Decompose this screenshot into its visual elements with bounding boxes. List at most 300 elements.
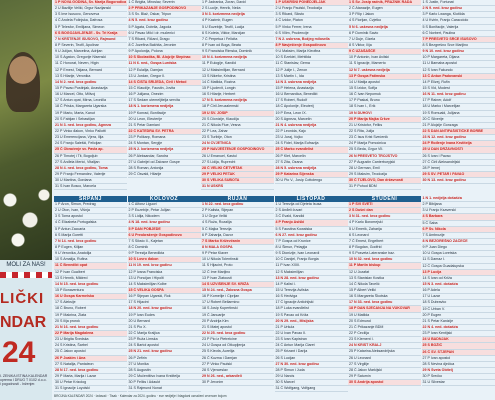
day-entry: 7 S Marko Križevčanin: [201, 239, 274, 245]
day-entry: 11 Č Honorat, Neven, Higin: [54, 61, 127, 67]
day-entry: 9 S Posveta Lateranske baz.: [348, 251, 421, 257]
day-entry: 19 P Konrad, Bonifacije: [128, 111, 201, 117]
day-entry: 16 P Stjepan Ugarski, Rok: [128, 294, 201, 300]
day-entry: 12 Č Gospa Guadalupska: [422, 264, 495, 270]
day-entry: 22 N 25. ned. kroz godinu: [201, 331, 274, 337]
cover-caption: MOLI ZA NAS!: [6, 262, 46, 268]
publisher-info: [0, 374, 52, 387]
day-entry: 20 S Ilija prorok: [54, 319, 127, 325]
month-block: [348, 0, 421, 190]
day-entry: 30 Č TIJELOVO, Dan državnosti: [348, 178, 421, 184]
day-entry: 15 S Izidor, Sofija: [348, 86, 421, 92]
day-entry: 8 P Navještenje Gospodinovo: [275, 43, 348, 49]
day-entry: 5 Č Saba: [422, 221, 495, 227]
day-entry: 15 Č Klaudije, Faustin, Jovita: [128, 86, 201, 92]
day-entry: 7 S Rikard, Ričard, Drago: [128, 37, 201, 43]
day-entry: 22 S Rita, Julija: [348, 129, 421, 135]
day-entry: 9 P Terezija Benedikta: [128, 251, 201, 257]
day-entry: 7 S Ambrozije: [422, 233, 495, 239]
day-entry: 1 Č Alfonz Liguori: [128, 202, 201, 208]
day-entry: 24 S Franjo Saleški, Felicijan: [54, 141, 127, 147]
day-entry: 18 P DAN SJEĆANJA NA VUKOVAR: [348, 306, 421, 312]
day-entry: 3 P Filip i Jakov: [348, 12, 421, 18]
day-entry: 1 P Aron, Šimun, Predrag: [54, 202, 127, 208]
day-entry: 31 Č Wolfgang, Volfgang: [275, 386, 348, 392]
day-entry: 26 U Emanuel, Kastul: [201, 154, 274, 160]
day-entry: 16 S Margareta Škotska: [348, 294, 421, 300]
day-entry: 10 S Skolastika, Bl. Alojzije Stepinac: [128, 55, 201, 61]
day-entry: 15 P Ljudevit, Longin: [201, 86, 274, 92]
day-entry: 12 N 7. uskrsna nedjelja: [348, 68, 421, 74]
day-entry: 27 P Augustin Canterburyjski: [348, 160, 421, 166]
day-entry: 13 N 28. ned. kroz godinu: [275, 276, 348, 282]
day-entry: 28 N 5. uskrsna nedjelja: [275, 166, 348, 172]
day-entry: 19 U Matilda: [348, 313, 421, 319]
day-entry: 8 N MALA GOSPA: [201, 245, 274, 251]
day-entry: 14 Č Nikola Tavelić: [348, 282, 421, 288]
month-block: [54, 196, 127, 392]
day-entry: 30 S Andrija apostol: [348, 380, 421, 386]
day-list: [54, 0, 127, 190]
day-list: [422, 0, 495, 184]
day-entry: 22 P Lea, Zahar: [201, 129, 274, 135]
day-entry: 18 S Josip Kupertinski: [201, 306, 274, 312]
day-entry: 4 P Franjo Asiški: [275, 220, 348, 226]
day-entry: 21 Č Nikola Flue, Vesna: [201, 123, 274, 129]
day-entry: 13 P Ivan Zlatousti: [201, 276, 274, 282]
day-entry: 1 S Justin, Fortunat: [422, 0, 495, 6]
day-entry: 13 S Stanislav Kostka: [348, 276, 421, 282]
day-entry: 26 P Klet, Marcelin: [275, 154, 348, 160]
day-entry: 22 P Vinko đakon, Vinko Pallotti: [54, 129, 127, 135]
day-entry: 23 U Brigita Švedska: [54, 337, 127, 343]
day-entry: 27 N 30. ned. kroz godinu: [275, 362, 348, 368]
day-entry: 13 S Henrik, Mildred: [54, 276, 127, 282]
day-entry: 30 U Pio V., Josip Cottolengo: [275, 178, 348, 184]
day-entry: 11 S Hijacint, Proto: [201, 263, 274, 269]
day-entry: 10 P Antonin, Ivan Avilski: [348, 55, 421, 61]
day-entry: 30 N 13. ned. kroz godinu: [422, 178, 495, 184]
day-entry: 4 N 18. ned. kroz godinu: [128, 220, 201, 226]
day-entry: 10 Č Danijel, Franjo Borgia: [275, 257, 348, 263]
day-entry: 25 U DAN DRŽAVNOSTI: [422, 147, 495, 153]
footer-note: BROJNA KALENDAR 2024 · Izdavač · Tisak · Kalendar za 2024. godinu · sve nedjelje i blagdani označeni crvenom bojom: [54, 394, 227, 398]
day-entry: 11 S Damaz I.: [422, 257, 495, 263]
day-entry: 26 Č SV. STJEPAN: [422, 350, 495, 356]
day-entry: 16 P Adela: [422, 288, 495, 294]
day-entry: 8 P Ivan od Boga, Beata: [201, 43, 274, 49]
day-entry: 2 U Franjo Paulski, Teodozija: [275, 6, 348, 12]
day-entry: 11 P Martin biskup: [348, 263, 421, 269]
day-entry: 16 S Hilarije, Herbert: [201, 92, 274, 98]
day-entry: 2 P PRIKAZANJE GOSPODINOVO: [128, 6, 201, 12]
day-entry: 14 N 15. ned. kroz godinu: [54, 282, 127, 288]
day-list: [54, 202, 127, 392]
day-entry: 3 S Toma apostol: [54, 214, 127, 220]
day-entry: 13 U Poncijan i Hipolit: [128, 276, 201, 282]
publisher-line: oprema I DRUG T 0102 d.o.o.: [0, 378, 47, 383]
day-entry: 20 P Eugen: [422, 313, 495, 319]
day-entry: 23 P Polikarp, Romana: [128, 135, 201, 141]
day-entry: 3 U Grgur Veliki: [201, 214, 274, 220]
day-entry: 17 S Antun opat, Mirna, Leonilla: [54, 98, 127, 104]
day-entry: 25 S Kleofa, Aurelija: [201, 349, 274, 355]
day-entry: 21 N 4. uskrsna nedjelja: [275, 123, 348, 129]
day-entry: 25 P Krizant i Darija: [275, 349, 348, 355]
day-entry: 17 U Robert Bellarmino: [201, 300, 274, 306]
checkered-stripe: [0, 272, 52, 278]
day-entry: 9 P Apolonija, Polona: [128, 49, 201, 55]
day-entry: 18 Č Bruno, Robert: [54, 306, 127, 312]
day-entry: 31 S Rajmund Nonat: [128, 386, 201, 392]
day-entry: 19 P Makrina, Zlata: [54, 313, 127, 319]
day-entry: 27 Č Ćiril Aleksandrijski: [422, 160, 495, 166]
day-entry: 17 P Rainer, Adolf: [422, 98, 495, 104]
day-entry: 24 S Montan, Sergije: [128, 141, 201, 147]
day-entry: 18 Č Priska, Margareta Ugarska: [54, 104, 127, 110]
day-entry: 7 N 14. ned. kroz godinu: [54, 239, 127, 245]
day-entry: 6 P Dominik Savio: [348, 31, 421, 37]
day-list: [128, 0, 201, 178]
day-entry: 29 N 26. ned., arkanđeli: [201, 374, 274, 380]
day-entry: 23 P Ruža Limska: [128, 337, 201, 343]
day-entry: 2 S Lucije, Henrik, Neža: [201, 6, 274, 12]
day-entry: 24 N CVJETNICA: [201, 141, 274, 147]
day-entry: 5 P DAN POBJEDE: [128, 227, 201, 233]
day-entry: 30 S VELIKA SUBOTA: [201, 178, 274, 184]
day-entry: 17 S Sedam utemeljitelja servita: [128, 98, 201, 104]
day-entry: 12 P Eulalija, Damjan: [128, 68, 201, 74]
day-entry: 17 Č Ignacije Antiohijski: [275, 300, 348, 306]
day-entry: 20 P Marija Majka Crkve: [348, 117, 421, 123]
day-entry: 14 U Matija apostol: [348, 80, 421, 86]
day-entry: 22 U Ivan Pavao II.: [275, 331, 348, 337]
day-entry: 28 S Roman, Antonija: [128, 166, 201, 172]
day-entry: 24 U BADNJAK: [422, 337, 495, 343]
day-entry: 1 P Jadranka, Zoran, David: [201, 0, 274, 6]
day-entry: 6 S Vilim, Prudencije: [275, 31, 348, 37]
calendar-year: 24: [2, 336, 36, 369]
month-block: [201, 196, 274, 386]
day-entry: 3 Č Evald, Kandid: [275, 214, 348, 220]
day-entry: 25 P Katarina Aleksandrijska: [348, 349, 421, 355]
day-entry: 4 S Barbara: [422, 214, 495, 220]
day-entry: 21 N 16. ned. kroz godinu: [54, 325, 127, 331]
day-entry: 10 U Nikola Tolentinski: [201, 257, 274, 263]
day-entry: 31 N USKRS: [201, 184, 274, 190]
day-entry: 2 U Oton, Ivan, Višnja: [54, 208, 127, 214]
day-entry: 30 P Srećko: [422, 374, 495, 380]
day-entry: 17 N 33. ned. kroz godinu: [348, 300, 421, 306]
day-entry: 14 S UZVIŠENJE SV. KRIŽA: [201, 282, 274, 288]
day-entry: 7 N KRŠTENJE ISUSOVO, Rajmund: [54, 37, 127, 43]
cover-photo: [0, 0, 52, 260]
day-entry: 12 U Jozafat: [348, 270, 421, 276]
day-entry: 4 Č Andela Folinjska, Dafrosa: [54, 18, 127, 24]
day-entry: 26 P Aleksandar, Sandra: [128, 154, 201, 160]
month-grid: [54, 0, 495, 392]
day-entry: 6 S Koleta, Viktor, Marcijan: [201, 31, 274, 37]
day-entry: 2 Č Atanazije, Eugen: [348, 6, 421, 12]
day-entry: 22 P Leonida, Kajo: [275, 129, 348, 135]
day-entry: 3 P Karlo Lwanga, Klotilda: [422, 12, 495, 18]
day-entry: 28 S Nevina dječica: [422, 362, 495, 368]
day-entry: 22 S DAN ANTIFAŠISTIČKE BORBE: [422, 129, 495, 135]
day-entry: 10 P Margareta, Dijana: [422, 55, 495, 61]
day-list: [128, 202, 201, 392]
day-entry: 20 S Fabijan i Sebastijan: [54, 117, 127, 123]
month-block: [348, 196, 421, 386]
day-entry: 28 S Vjenceslav: [201, 368, 274, 374]
day-entry: 14 N 3. uskrsna nedjelja: [275, 80, 348, 86]
day-entry: 26 P Joakim i Ana: [54, 356, 127, 362]
day-entry: 1 U Terezija od Djeteta Isusa: [275, 202, 348, 208]
month-block: [128, 0, 201, 178]
day-entry: 9 U Maksim, Marija Kleofina: [275, 49, 348, 55]
day-entry: 17 U Lazar: [422, 294, 495, 300]
day-entry: 31 S Ivan Bosco, Marcela: [54, 184, 127, 190]
day-entry: 2 S Dušni dan: [348, 208, 421, 214]
day-entry: 15 P Albert Veliki: [348, 288, 421, 294]
day-entry: 17 S Hijacint: [128, 300, 201, 306]
day-entry: 24 P Rođenje Ivana Krstitelja: [422, 141, 495, 147]
day-entry: 15 U Terezija Avilska: [275, 288, 348, 294]
day-entry: 19 P Ema, Leon IX.: [275, 111, 348, 117]
day-entry: 18 N 1. korizmena nedjelja: [128, 104, 201, 110]
day-entry: 31 S Ignacije Loyolski: [54, 386, 127, 392]
day-entry: 2 U Bazilije Veliki, Grgur Nazijanski: [54, 6, 127, 12]
day-entry: 9 Č UZAŠAŠĆE: [348, 49, 421, 55]
day-entry: 26 P Timotej i Tit, Bogoljub: [54, 154, 127, 160]
day-entry: 10 S Lovro đakon: [128, 257, 201, 263]
month-name: LISTOPAD: [275, 196, 348, 202]
day-entry: 16 S Hedviga: [275, 294, 348, 300]
day-entry: 24 N KRIST KRALJ: [348, 343, 421, 349]
day-entry: 2 S Anđeli čuvari: [275, 208, 348, 214]
day-entry: 2 P Bibijana: [422, 202, 495, 208]
day-entry: 25 P NAVJEŠTENJE GOSPODINOVO: [201, 147, 274, 153]
day-entry: 23 S Ivan Kapistran: [275, 337, 348, 343]
day-entry: 24 S Fidel, Marija Eufrazija: [275, 141, 348, 147]
day-entry: 8 P Eugen, Kilijan: [54, 245, 127, 251]
day-entry: 19 U SV. JOSIP: [201, 111, 274, 117]
day-entry: 30 U Petar Krizolog: [54, 380, 127, 386]
day-entry: 12 S Maksimilijan: [275, 270, 348, 276]
day-entry: 9 P Petar Klaver: [201, 251, 274, 257]
day-entry: 19 N DUHOVI: [348, 111, 421, 117]
day-entry: 23 P Pio iz Pietrelcine: [201, 337, 274, 343]
day-entry: 29 S Maksim, Teodozija: [348, 172, 421, 178]
day-entry: 11 Č Stanislav, Gema: [275, 61, 348, 67]
day-entry: 18 S Dubravko: [422, 300, 495, 306]
day-entry: 25 Č Marko evanđelist: [275, 147, 348, 153]
day-entry: 18 N 20. ned. kroz godinu: [128, 306, 201, 312]
day-entry: 14 S ČISTA SRIJEDA, Ćiril i Metod: [128, 80, 201, 86]
day-entry: 1 N 22. ned. kroz godinu: [201, 202, 274, 208]
day-entry: 27 S Anđela Merici, Vitalijan: [54, 160, 127, 166]
day-entry: 2 P Kalista, Stjepan: [201, 208, 274, 214]
day-entry: 14 P Elizej, Rufin: [422, 80, 495, 86]
day-entry: 4 Č Elizabeta Portugalska: [54, 220, 127, 226]
day-entry: 12 S Ivan Fakundo: [422, 68, 495, 74]
day-entry: 5 Č Majka Terezija: [201, 227, 274, 233]
day-entry: 25 Č Obraćenje sv. Pavla ap.: [54, 147, 127, 153]
day-entry: 12 P Ivan Gualbert: [54, 270, 127, 276]
day-entry: 28 S Augustin: [128, 368, 201, 374]
day-entry: 13 S Hilarije, Veronika: [54, 74, 127, 80]
day-entry: 3 S Rikard, Siksto: [275, 12, 348, 18]
day-list: [422, 196, 495, 386]
day-entry: 4 S Florijan, Cvjetko: [348, 18, 421, 24]
day-entry: 5 N 6. uskrsna nedjelja: [348, 25, 421, 31]
day-entry: 23 S Klement I.: [348, 337, 421, 343]
day-entry: 14 S Ivan od Križa: [422, 276, 495, 282]
month-block: [54, 0, 127, 190]
day-entry: 11 Č Benedikt opat: [54, 263, 127, 269]
day-entry: 14 P Kalist I.: [275, 282, 348, 288]
day-entry: 14 N 2. ned. kroz godinu: [54, 80, 127, 86]
day-entry: 14 Č Matilda, Rozina: [201, 80, 274, 86]
month-name: SRPANJ: [54, 196, 127, 202]
day-entry: 4 N 5. ned. kroz godinu: [128, 18, 201, 24]
day-entry: 26 Č Kuzma i Damjan: [201, 356, 274, 362]
day-entry: 15 P Pavao Pustinjak, Anastazija: [54, 86, 127, 92]
day-entry: 14 S Maksimilijan Kolbe: [128, 282, 201, 288]
day-entry: 29 P Marta, Marija i Lazar: [54, 374, 127, 380]
day-entry: 25 Č Jakov apostol: [54, 349, 127, 355]
day-entry: 29 N Sveta Obitelj: [422, 368, 495, 374]
day-entry: 2 P Euzebije, Petar Julijan: [128, 208, 201, 214]
day-entry: 21 P Alojzije Gonzaga: [422, 123, 495, 129]
day-entry: 22 P Cecilija: [348, 331, 421, 337]
day-entry: 9 P Juan Diego: [422, 245, 495, 251]
day-entry: 23 P Ivan Kentijski: [422, 331, 495, 337]
day-entry: 29 Č Osvald, Hilarije: [128, 172, 201, 178]
day-entry: 20 S Edmund: [348, 319, 421, 325]
day-entry: 8 U Šimun, Pelagija: [275, 245, 348, 251]
day-entry: 16 P Kornelije i Ciprijan: [201, 294, 274, 300]
day-entry: 28 P Irenej: [422, 166, 495, 172]
day-entry: 8 Č Jozefina Bakhita, Jeronim: [128, 43, 201, 49]
day-entry: 15 Č VELIKA GOSPA: [128, 288, 201, 294]
day-entry: 21 S Petar Kanizije: [422, 319, 495, 325]
day-entry: 30 S Marcel: [275, 380, 348, 386]
day-entry: 26 S Lucijan: [275, 356, 348, 362]
day-entry: 23 U Emerencijana, Vjera, Ilija: [54, 135, 127, 141]
day-entry: 3 S Sv. Blaž, Oskar, Tripun: [128, 12, 201, 18]
day-entry: 13 S Martin I., Ida: [275, 74, 348, 80]
day-entry: 20 S Agneza, Marcelin: [275, 117, 348, 123]
day-entry: 11 U Barnaba apostol: [422, 61, 495, 67]
day-entry: 17 P Paskal, Bruno: [348, 98, 421, 104]
day-entry: 8 Č Dominik: [128, 245, 201, 251]
day-list: [275, 0, 348, 184]
day-entry: 28 N 4. ned. kroz godinu, Toma: [54, 166, 127, 172]
day-entry: 11 N 19. ned. kroz godinu: [128, 263, 201, 269]
day-entry: 12 P Julije I., Zenon: [275, 68, 348, 74]
calendar-title-line2: NDAR: [0, 314, 47, 331]
day-entry: 25 N 21. ned. kroz godinu: [128, 349, 201, 355]
day-entry: 26 N PRESVETO TROJSTVO: [348, 154, 421, 160]
day-entry: 1 P NOVA GODINA, Sv. Marija Bogorodica: [54, 0, 127, 6]
day-entry: 10 S Ezekiel, Mehtilda: [275, 55, 348, 61]
day-entry: 19 S Romuald, Julijana: [422, 111, 495, 117]
day-entry: 31 P Pohod BDM: [348, 184, 421, 190]
day-entry: 29 P Franjo Fernandez, Valerije: [54, 172, 127, 178]
month-block: [275, 196, 348, 392]
day-entry: 23 N 12. ned. kroz godinu: [422, 135, 495, 141]
day-entry: 3 N 3. korizmena nedjelja: [201, 12, 274, 18]
day-entry: 20 U Bernard: [128, 319, 201, 325]
day-entry: 9 U Julijan, Marcelina, Adrijan: [54, 49, 127, 55]
flowers-image: [0, 180, 52, 260]
month-name: RUJAN: [201, 196, 274, 202]
month-block: [128, 196, 201, 392]
day-entry: 22 P Marija Magdalena: [54, 331, 127, 337]
day-entry: 23 Č Isus Krist Svećenik: [348, 135, 421, 141]
day-entry: 16 P Julijana, Onezim: [128, 92, 201, 98]
day-entry: 24 Č Antun Marija Claret: [275, 343, 348, 349]
month-name: KOLOVOZ: [128, 196, 201, 202]
day-entry: 5 U Emerik, Zaharija: [348, 227, 421, 233]
day-entry: 6 N 27. ned. kroz godinu: [275, 233, 348, 239]
day-entry: 18 S Ivan I., Erik: [348, 104, 421, 110]
day-entry: 9 N 10. ned. kroz godinu: [422, 49, 495, 55]
day-entry: 30 P Jeronim: [201, 380, 274, 386]
day-entry: 19 Č Urban V.: [422, 307, 495, 313]
day-entry: 10 N 32. ned. kroz godinu: [348, 257, 421, 263]
day-entry: 7 Č Ernest, Engelbert: [348, 239, 421, 245]
day-entry: 11 P Eulogije, Kandid: [201, 61, 274, 67]
day-entry: 5 P Antun Zaccaria: [54, 227, 127, 233]
day-entry: 6 Č Norbert, Paulina: [422, 31, 495, 37]
day-entry: 26 U Leonard: [348, 356, 421, 362]
publisher-line: i pogodnosti - Inženjer.: [0, 382, 36, 387]
day-entry: 12 U Maksimilijan, Bernard: [201, 68, 274, 74]
day-entry: 19 S Pavao od Križa: [275, 313, 348, 319]
day-entry: 27 S Natalija, Pantaleon: [54, 362, 127, 368]
day-entry: 15 N 24. ned., Žalosna Gospa: [201, 288, 274, 294]
day-entry: 20 S Dionizije, Klaudija: [201, 117, 274, 123]
day-entry: 28 N 17. ned. kroz godinu: [54, 368, 127, 374]
day-entry: 1 N 1. nedjelja došašća: [422, 196, 495, 202]
day-entry: 1 S Sv. Josip radnik, PRAZNIK RADA: [348, 0, 421, 6]
day-entry: 21 S Matej apostol: [201, 325, 274, 331]
day-entry: 23 U Juraj, Vojko: [275, 135, 348, 141]
publisher-line: I. ZENIKA ISTINA KALENDAR: [0, 374, 48, 378]
day-entry: 7 U Duje, Gizela: [348, 37, 421, 43]
day-entry: 6 P Sv. Nikola: [422, 227, 495, 233]
day-entry: 30 U Martina, Gordana: [54, 178, 127, 184]
day-entry: 20 U Leon, Eleuterije: [128, 117, 201, 123]
day-entry: 20 Č Silverije: [422, 117, 495, 123]
day-entry: 6 U Pavao Miki i dr. mučenici: [128, 31, 201, 37]
calendar-title-line1: LIČKI: [0, 290, 45, 307]
day-entry: 21 S Pio X.: [128, 325, 201, 331]
day-entry: 25 S BOŽIĆ: [422, 343, 495, 349]
day-entry: 17 S Aleksije: [54, 300, 127, 306]
day-entry: 23 S Turibije, Oton: [201, 135, 274, 141]
day-entry: 21 N 3. ned. kroz godinu, Agneza: [54, 123, 127, 129]
day-entry: 5 P Agata, Dobrila, Jagoda: [128, 25, 201, 31]
day-list: [201, 0, 274, 190]
day-entry: 4 U Kvirin, Franjo Caracciolo: [422, 18, 495, 24]
day-entry: 6 S Leonard: [348, 233, 421, 239]
day-entry: 3 S Ime Isusovo, Genoveva: [54, 12, 127, 18]
day-entry: 5 S Bonifacije, Valerija: [422, 25, 495, 31]
month-block: [422, 0, 495, 184]
day-entry: 6 P Zaharija, Davor: [201, 233, 274, 239]
